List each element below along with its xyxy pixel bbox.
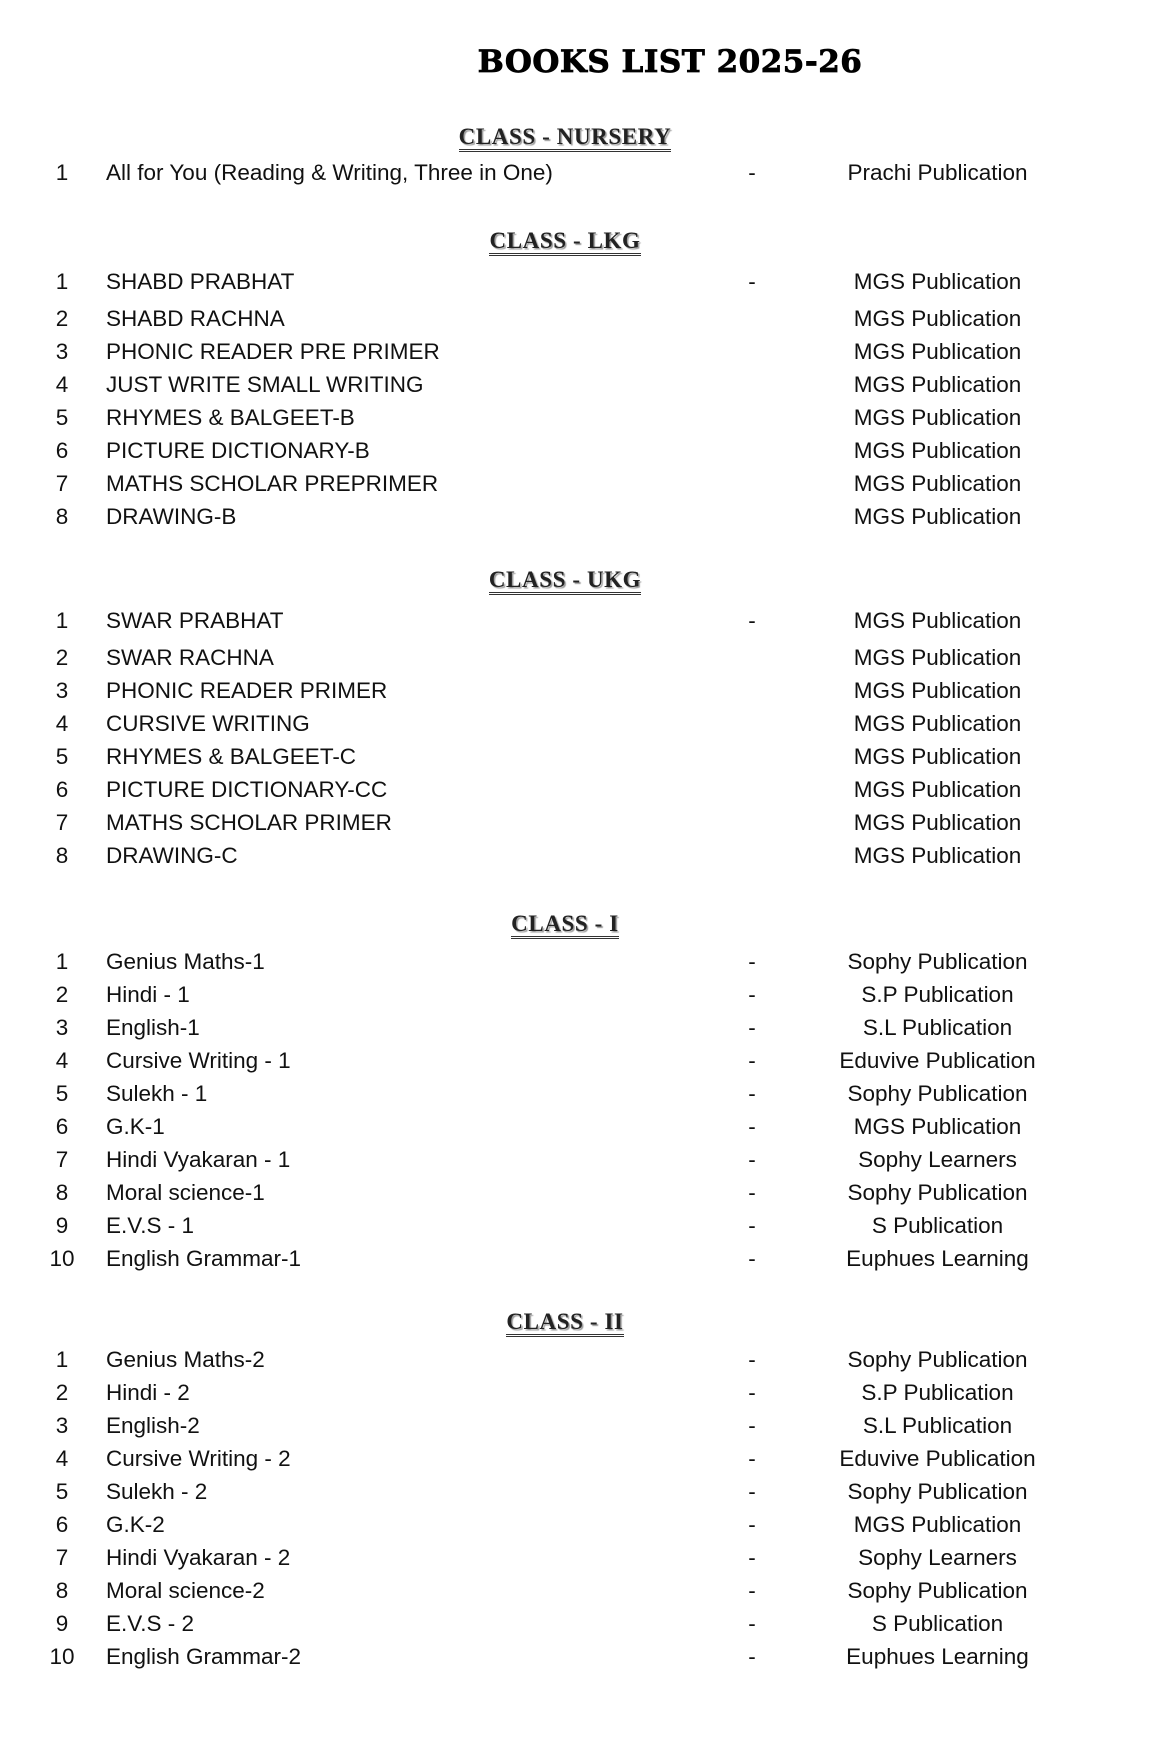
book-row <box>0 469 1166 499</box>
book-publisher: Sophy Learners <box>858 1545 1017 1570</box>
book-number: 9 <box>55 1611 69 1636</box>
book-number: 1 <box>55 160 69 185</box>
book-row <box>0 606 1166 636</box>
book-publisher: S.L Publication <box>862 1413 1013 1438</box>
book-publisher: Sophy Learners <box>858 1147 1017 1172</box>
book-title: MATHS SCHOLAR PREPRIMER <box>106 471 439 496</box>
book-number: 3 <box>55 1015 69 1040</box>
book-publisher: MGS Publication <box>853 1512 1022 1537</box>
book-publisher: MGS Publication <box>853 777 1022 802</box>
book-title: Hindi Vyakaran - 2 <box>106 1545 291 1570</box>
book-number: 4 <box>55 372 69 397</box>
separator-dash: - <box>748 1347 756 1372</box>
document-title: BOOKS LIST 2025-26 <box>477 44 863 80</box>
book-publisher: Eduvive Publication <box>839 1446 1036 1471</box>
book-publisher: Sophy Publication <box>847 1347 1028 1372</box>
book-row <box>0 1178 1166 1208</box>
book-row <box>0 980 1166 1010</box>
book-title: All for You (Reading & Writing, Three in One) <box>106 160 553 185</box>
book-number: 2 <box>55 1380 69 1405</box>
book-title: English Grammar-2 <box>106 1644 302 1669</box>
book-number: 1 <box>55 1347 69 1372</box>
section-heading-class-2: CLASS - II <box>0 1309 1130 1337</box>
book-row <box>0 775 1166 805</box>
book-row <box>0 158 1166 188</box>
book-title: Cursive Writing - 1 <box>106 1048 291 1073</box>
book-title: DRAWING-B <box>106 504 237 529</box>
separator-dash: - <box>748 1081 756 1106</box>
book-title: Hindi - 1 <box>106 982 190 1007</box>
book-number: 4 <box>55 711 69 736</box>
book-row <box>0 1477 1166 1507</box>
separator-dash: - <box>748 982 756 1007</box>
separator-dash: - <box>748 160 756 185</box>
book-number: 8 <box>55 843 69 868</box>
book-title: Sulekh - 2 <box>106 1479 208 1504</box>
book-publisher: S.L Publication <box>862 1015 1013 1040</box>
book-publisher: MGS Publication <box>853 608 1022 633</box>
book-publisher: S Publication <box>871 1213 1004 1238</box>
book-row <box>0 1411 1166 1441</box>
book-row <box>0 1609 1166 1639</box>
book-row <box>0 267 1166 297</box>
separator-dash: - <box>748 1180 756 1205</box>
book-row <box>0 337 1166 367</box>
book-row <box>0 403 1166 433</box>
separator-dash: - <box>748 608 756 633</box>
book-row <box>0 502 1166 532</box>
book-publisher: MGS Publication <box>853 269 1022 294</box>
book-title: G.K-1 <box>106 1114 165 1139</box>
book-publisher: MGS Publication <box>853 471 1022 496</box>
book-title: Genius Maths-2 <box>106 1347 265 1372</box>
separator-dash: - <box>748 1147 756 1172</box>
separator-dash: - <box>748 1578 756 1603</box>
book-row <box>0 1378 1166 1408</box>
book-row <box>0 643 1166 673</box>
book-row <box>0 947 1166 977</box>
book-publisher: Sophy Publication <box>847 949 1028 974</box>
book-title: PICTURE DICTIONARY-CC <box>106 777 388 802</box>
book-publisher: Eduvive Publication <box>839 1048 1036 1073</box>
book-title: DRAWING-C <box>106 843 238 868</box>
separator-dash: - <box>748 1611 756 1636</box>
book-number: 4 <box>55 1446 69 1471</box>
book-number: 3 <box>55 339 69 364</box>
book-title: SHABD PRABHAT <box>106 269 295 294</box>
book-number: 2 <box>55 306 69 331</box>
book-title: English-1 <box>106 1015 200 1040</box>
book-publisher: MGS Publication <box>853 438 1022 463</box>
book-title: G.K-2 <box>106 1512 165 1537</box>
book-publisher: MGS Publication <box>853 678 1022 703</box>
book-publisher: MGS Publication <box>853 504 1022 529</box>
book-publisher: MGS Publication <box>853 372 1022 397</box>
book-publisher: Sophy Publication <box>847 1578 1028 1603</box>
separator-dash: - <box>748 949 756 974</box>
book-publisher: S Publication <box>871 1611 1004 1636</box>
book-title: Sulekh - 1 <box>106 1081 208 1106</box>
book-title: JUST WRITE SMALL WRITING <box>106 372 424 397</box>
separator-dash: - <box>748 1446 756 1471</box>
section-heading-ukg: CLASS - UKG <box>0 567 1130 595</box>
section-heading-nursery: CLASS - NURSERY <box>0 124 1130 152</box>
book-number: 8 <box>55 504 69 529</box>
book-publisher: MGS Publication <box>853 1114 1022 1139</box>
separator-dash: - <box>748 1479 756 1504</box>
book-row <box>0 742 1166 772</box>
section-heading-lkg: CLASS - LKG <box>0 228 1130 256</box>
book-row <box>0 676 1166 706</box>
book-row <box>0 370 1166 400</box>
book-publisher: MGS Publication <box>853 744 1022 769</box>
book-row <box>0 436 1166 466</box>
book-number: 2 <box>55 982 69 1007</box>
book-title: SWAR PRABHAT <box>106 608 284 633</box>
book-number: 1 <box>55 949 69 974</box>
book-number: 3 <box>55 678 69 703</box>
book-number: 6 <box>55 777 69 802</box>
book-number: 6 <box>55 1114 69 1139</box>
book-number: 1 <box>55 608 69 633</box>
book-publisher: Euphues Learning <box>846 1246 1029 1271</box>
book-title: Moral science-1 <box>106 1180 265 1205</box>
book-row <box>0 1112 1166 1142</box>
separator-dash: - <box>748 1015 756 1040</box>
book-title: MATHS SCHOLAR PRIMER <box>106 810 392 835</box>
book-title: English-2 <box>106 1413 200 1438</box>
book-number: 7 <box>55 471 69 496</box>
book-title: E.V.S - 2 <box>106 1611 194 1636</box>
book-number: 9 <box>55 1213 69 1238</box>
separator-dash: - <box>748 1246 756 1271</box>
book-number: 7 <box>55 810 69 835</box>
separator-dash: - <box>748 1545 756 1570</box>
separator-dash: - <box>748 1048 756 1073</box>
book-publisher: MGS Publication <box>853 405 1022 430</box>
book-number: 7 <box>55 1545 69 1570</box>
separator-dash: - <box>748 1114 756 1139</box>
book-row <box>0 709 1166 739</box>
separator-dash: - <box>748 1413 756 1438</box>
book-row <box>0 1576 1166 1606</box>
book-title: SHABD RACHNA <box>106 306 285 331</box>
book-publisher: Sophy Publication <box>847 1180 1028 1205</box>
separator-dash: - <box>748 1213 756 1238</box>
book-row <box>0 1510 1166 1540</box>
book-title: PHONIC READER PRIMER <box>106 678 388 703</box>
book-number: 5 <box>55 1479 69 1504</box>
book-title: CURSIVE WRITING <box>106 711 310 736</box>
book-title: RHYMES & BALGEET-C <box>106 744 357 769</box>
separator-dash: - <box>748 1644 756 1669</box>
book-title: Genius Maths-1 <box>106 949 265 974</box>
book-number: 10 <box>49 1644 75 1669</box>
book-row <box>0 1046 1166 1076</box>
book-number: 8 <box>55 1578 69 1603</box>
book-number: 7 <box>55 1147 69 1172</box>
book-publisher: MGS Publication <box>853 810 1022 835</box>
separator-dash: - <box>748 269 756 294</box>
book-publisher: S.P Publication <box>861 982 1014 1007</box>
book-title: PICTURE DICTIONARY-B <box>106 438 370 463</box>
book-row <box>0 304 1166 334</box>
book-publisher: MGS Publication <box>853 306 1022 331</box>
book-number: 4 <box>55 1048 69 1073</box>
book-publisher: Sophy Publication <box>847 1081 1028 1106</box>
book-title: Moral science-2 <box>106 1578 265 1603</box>
book-row <box>0 808 1166 838</box>
book-publisher: MGS Publication <box>853 339 1022 364</box>
book-number: 1 <box>55 269 69 294</box>
book-row <box>0 1345 1166 1375</box>
book-title: E.V.S - 1 <box>106 1213 194 1238</box>
book-number: 8 <box>55 1180 69 1205</box>
separator-dash: - <box>748 1380 756 1405</box>
book-row <box>0 1013 1166 1043</box>
book-number: 6 <box>55 1512 69 1537</box>
book-row <box>0 1211 1166 1241</box>
book-publisher: MGS Publication <box>853 711 1022 736</box>
book-row <box>0 841 1166 871</box>
book-publisher: MGS Publication <box>853 645 1022 670</box>
book-title: Cursive Writing - 2 <box>106 1446 291 1471</box>
book-row <box>0 1642 1166 1672</box>
book-publisher: S.P Publication <box>861 1380 1014 1405</box>
book-row <box>0 1543 1166 1573</box>
book-publisher: Euphues Learning <box>846 1644 1029 1669</box>
book-row <box>0 1145 1166 1175</box>
book-title: English Grammar-1 <box>106 1246 302 1271</box>
book-title: Hindi Vyakaran - 1 <box>106 1147 291 1172</box>
book-number: 5 <box>55 405 69 430</box>
separator-dash: - <box>748 1512 756 1537</box>
book-row <box>0 1244 1166 1274</box>
book-number: 5 <box>55 744 69 769</box>
book-row <box>0 1444 1166 1474</box>
book-number: 5 <box>55 1081 69 1106</box>
book-publisher: Prachi Publication <box>847 160 1028 185</box>
book-number: 2 <box>55 645 69 670</box>
section-heading-class-1: CLASS - I <box>0 911 1130 939</box>
book-title: SWAR RACHNA <box>106 645 274 670</box>
book-number: 6 <box>55 438 69 463</box>
book-title: PHONIC READER PRE PRIMER <box>106 339 440 364</box>
book-publisher: MGS Publication <box>853 843 1022 868</box>
book-number: 10 <box>49 1246 75 1271</box>
book-row <box>0 1079 1166 1109</box>
book-title: RHYMES & BALGEET-B <box>106 405 355 430</box>
book-title: Hindi - 2 <box>106 1380 190 1405</box>
book-number: 3 <box>55 1413 69 1438</box>
book-publisher: Sophy Publication <box>847 1479 1028 1504</box>
